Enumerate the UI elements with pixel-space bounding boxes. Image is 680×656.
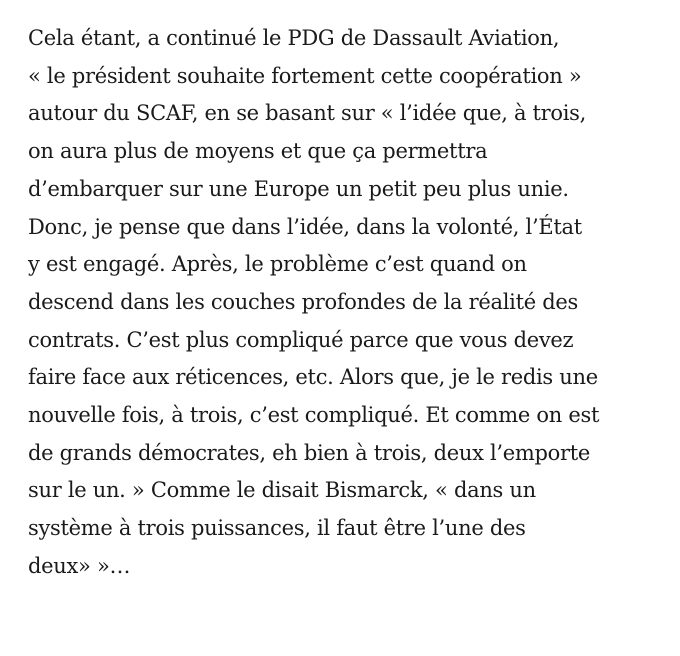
paragraph-line: contrats. C’est plus compliqué parce que vous devez [28, 327, 574, 352]
paragraph-line: « le président souhaite fortement cette coopération » [28, 63, 582, 88]
paragraph-line: deux» »… [28, 553, 131, 578]
paragraph-line: nouvelle fois, à trois, c’est compliqué. Et comme on est [28, 403, 600, 428]
paragraph-line: système à trois puissances, il faut être l’une des [28, 516, 526, 541]
paragraph-line: faire face aux réticences, etc. Alors que, je le redis une [28, 365, 598, 390]
article-paragraph [28, 20, 668, 586]
paragraph-line: d’embarquer sur une Europe un petit peu plus unie. [28, 176, 569, 201]
paragraph-line: on aura plus de moyens et que ça permettra [28, 139, 488, 164]
paragraph-line: y est engagé. Après, le problème c’est quand on [28, 252, 527, 277]
paragraph-line: de grands démocrates, eh bien à trois, deux l’emporte [28, 440, 591, 465]
paragraph-line: Donc, je pense que dans l’idée, dans la volonté, l’État [28, 214, 582, 239]
paragraph-line: autour du SCAF, en se basant sur « l’idée que, à trois, [28, 101, 587, 126]
paragraph-line: Cela étant, a continué le PDG de Dassault Aviation, [28, 26, 560, 50]
paragraph-line: sur le un. » Comme le disait Bismarck, « dans un [28, 478, 536, 503]
paragraph-line: descend dans les couches profondes de la réalité des [28, 289, 578, 314]
